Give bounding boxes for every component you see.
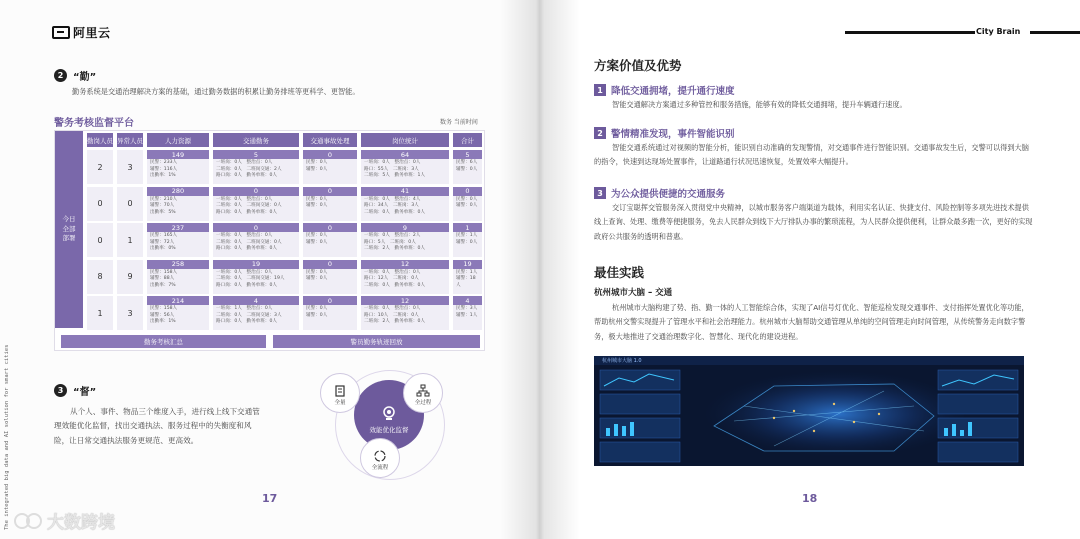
cell-detail-line: 出勤率：1% xyxy=(150,173,176,179)
watermark-text: 大数跨境 xyxy=(47,513,115,533)
cell-detail-line: 民警：0人 xyxy=(306,306,328,311)
cell-value: 258 xyxy=(147,260,209,269)
item-number: 1 xyxy=(594,84,606,96)
cell-detail-line: 二班岗：0人 二班岗交通：3人 xyxy=(216,312,282,318)
cell-detail-line: 二班岗：0人 二班岗交通：2人 xyxy=(216,166,282,172)
table-cell xyxy=(213,150,299,184)
cell-details xyxy=(453,305,482,320)
advantage-item-2-text: 智能交通系统通过对视频的智能分析，能识别自动准确的发现警情，对交通事件进行智能识别。交通事故发生后，交警可以得到大脑的指令，快速到达现场处置事件，让道路通行状况迅速恢复，处置效率大幅提升。 xyxy=(594,143,1029,167)
cell-value: 4 xyxy=(213,296,299,305)
item-title: 警情精准发现，事件智能识别 xyxy=(611,129,735,140)
table-cell xyxy=(303,260,357,294)
cell-detail-line: 路口：10人 二班岗：0人 xyxy=(364,312,419,318)
table-cell xyxy=(361,150,449,184)
table-cell xyxy=(303,150,357,184)
row-group-label-line: 今日 xyxy=(62,214,76,223)
cell-detail-line: 民警：6人 xyxy=(456,160,478,165)
cell-detail-line: 路口岗：0人 勤务单班：0人 xyxy=(216,282,277,288)
advantage-item-2-heading xyxy=(594,126,735,140)
page-number-right: 18 xyxy=(802,492,818,505)
table-cell xyxy=(213,223,299,257)
cell-detail-line: 辅警：18人 xyxy=(456,276,476,288)
cell-detail-line: 路口：34人 二班岗：3人 xyxy=(364,203,419,209)
track-playback-button[interactable]: 警员勤务轨迹回放 xyxy=(273,335,480,348)
cell-detail-line: 辅警：0人 xyxy=(306,312,328,318)
advantage-item-1-heading xyxy=(594,83,735,97)
city-brain-screenshot xyxy=(594,356,1024,466)
cell-value: 280 xyxy=(147,187,209,196)
cell-detail-line: 辅警：0人 xyxy=(306,203,328,209)
cell-detail-line: 路口岗：0人 勤务单班：0人 xyxy=(216,209,277,215)
cell-detail-line: 一班岗：0人 整治点：2人 xyxy=(364,233,421,238)
cell-detail-line: 二班岗：2人 勤务单班：0人 xyxy=(364,319,425,325)
table-cell xyxy=(147,150,209,184)
cell-value: 5 xyxy=(453,150,482,159)
cell-value: 12 xyxy=(361,296,449,305)
column-header: 岗位统计 xyxy=(361,133,449,147)
column-header: 异常人员 xyxy=(117,133,143,147)
cell-detail-line: 民警：233人 xyxy=(150,160,178,165)
dashboard-image xyxy=(594,356,1024,466)
cell-detail-line: 出勤率：1% xyxy=(150,319,176,325)
cell-details xyxy=(147,159,209,181)
cell-detail-line: 出勤率：0% xyxy=(150,246,176,252)
cell-value: 0 xyxy=(303,260,357,269)
cell-value: 12 xyxy=(361,260,449,269)
audit-table xyxy=(54,130,485,351)
cell-detail-line: 民警：0人 xyxy=(306,233,328,238)
cell-detail-line: 民警：158人 xyxy=(150,306,178,311)
circle-label: 全量 xyxy=(334,400,346,406)
cell-detail-line: 民警：0人 xyxy=(306,160,328,165)
table-cell: 1 xyxy=(117,223,143,257)
section-2-heading xyxy=(54,68,96,83)
screen-title: 杭州城市大脑 1.0 xyxy=(602,358,642,364)
cell-detail-line: 辅警：0人 xyxy=(456,203,478,209)
table-cell: 9 xyxy=(117,260,143,294)
cell-detail-line: 民警：0人 xyxy=(456,196,478,202)
row-group-label-line: 部署 xyxy=(62,234,76,243)
table-cell: 1 xyxy=(87,296,113,330)
cell-details xyxy=(361,305,449,327)
cell-detail-line: 民警：1人 xyxy=(456,233,478,238)
cell-detail-line: 一班岗：0人 整治点：0人 xyxy=(216,269,273,275)
cell-detail-line: 民警：0人 xyxy=(306,196,328,202)
cell-detail-line: 辅警：70人 xyxy=(150,203,175,209)
advantage-item-1-text: 智能交通解决方案通过多种管控和服务措施，能够有效的降低交通拥堵，提升车辆通行速度。 xyxy=(612,100,907,109)
item-number: 2 xyxy=(594,127,606,139)
cell-details xyxy=(361,159,449,181)
cell-value: 0 xyxy=(453,187,482,196)
cell-value: 0 xyxy=(213,223,299,232)
table-cell xyxy=(147,223,209,257)
cell-details xyxy=(361,269,449,291)
section-number: 3 xyxy=(54,384,67,397)
item-title: 为公众提供便捷的交通服务 xyxy=(611,189,726,200)
table-cell xyxy=(453,223,482,257)
cell-detail-line: 二班岗：0人 勤务单班：0人 xyxy=(364,209,425,215)
logo-text: 阿里云 xyxy=(73,26,111,40)
cell-detail-line: 辅警：1人 xyxy=(456,312,478,318)
cell-detail-line: 一班岗：0人 整治点：0人 xyxy=(364,269,421,275)
row-group-label-text xyxy=(63,215,76,244)
item-title: 降低交通拥堵，提升通行速度 xyxy=(611,86,735,97)
row-group-label-line: 全部 xyxy=(62,224,76,233)
side-caption: The integrated big data and AI solution for smart cities xyxy=(4,344,10,530)
cell-detail-line: 民警：0人 xyxy=(306,269,328,275)
cell-details xyxy=(453,232,482,247)
cell-detail-line: 二班岗：0人 二班岗交通：0人 xyxy=(216,239,282,245)
center-circle-label: 效能优化监督 xyxy=(369,426,409,434)
circle-label: 全过程 xyxy=(414,400,432,406)
circle-top-left xyxy=(320,373,360,413)
cycle-icon xyxy=(373,449,387,463)
section-3-text: 从个人、事件、物品三个维度入手，进行线上线下交通管理效能优化监督，找出交通执法、服务过程中的失衡度和风险，让日常交通执法服务更规范、更高效。 xyxy=(54,407,260,445)
table-cell: 2 xyxy=(87,150,113,184)
cell-detail-line: 路口岗：0人 勤务单班：0人 xyxy=(216,246,277,252)
table-cell xyxy=(147,296,209,330)
table-cell: 0 xyxy=(87,223,113,257)
item-number: 3 xyxy=(594,187,606,199)
cell-details xyxy=(453,196,482,211)
cell-details xyxy=(453,159,482,174)
cell-detail-line: 二班岗：0人 二班岗交通：19人 xyxy=(216,276,285,282)
cell-value: 9 xyxy=(361,223,449,232)
camera-icon xyxy=(381,405,397,421)
cell-detail-line: 二班岗：0人 二班岗交通：0人 xyxy=(216,203,282,209)
table-cell: 3 xyxy=(117,150,143,184)
page-number-left: 17 xyxy=(262,492,278,505)
section-title: “督” xyxy=(73,387,97,398)
circle-top-right xyxy=(403,373,443,413)
cell-detail-line: 一班岗：0人 整治点：0人 xyxy=(216,196,273,202)
table-cell xyxy=(213,296,299,330)
cell-detail-line: 辅警：56人 xyxy=(150,312,175,318)
cell-detail-line: 一班岗：0人 整治点：0人 xyxy=(364,160,421,165)
cell-value: 237 xyxy=(147,223,209,232)
table-cell xyxy=(361,296,449,330)
section-number: 2 xyxy=(54,69,67,82)
cell-value: 0 xyxy=(303,187,357,196)
cell-detail-line: 路口岗：0人 勤务单班：0人 xyxy=(216,173,277,179)
cell-detail-line: 路口岗：0人 勤务单班：0人 xyxy=(216,319,277,325)
advantage-item-3-heading xyxy=(594,186,725,200)
cell-value: 0 xyxy=(303,296,357,305)
cell-details xyxy=(147,196,209,218)
cell-details xyxy=(213,305,299,327)
table-cell: 3 xyxy=(117,296,143,330)
cell-details xyxy=(303,232,357,247)
circle-bottom xyxy=(360,438,400,478)
cell-details xyxy=(147,232,209,254)
cell-details xyxy=(213,232,299,254)
table-cell: 8 xyxy=(87,260,113,294)
table-cell xyxy=(213,187,299,221)
table-cell xyxy=(453,187,482,221)
cell-value: 19 xyxy=(453,260,482,269)
cell-value: 64 xyxy=(361,150,449,159)
column-header: 交通事故处理 xyxy=(303,133,357,147)
cell-details xyxy=(303,269,357,284)
supervision-diagram xyxy=(315,370,465,482)
cell-value: 5 xyxy=(213,150,299,159)
cell-detail-line: 民警：210人 xyxy=(150,196,178,202)
table-cell xyxy=(453,260,482,294)
cell-detail-line: 民警：3人 xyxy=(456,306,478,311)
column-header: 勤岗人员 xyxy=(87,133,113,147)
cell-detail-line: 辅警：0人 xyxy=(306,166,328,172)
cell-details xyxy=(303,159,357,174)
panel-note: 数务 当前时间 xyxy=(440,119,478,126)
table-cell xyxy=(361,187,449,221)
cell-details xyxy=(147,269,209,291)
cell-details xyxy=(147,305,209,327)
cell-details xyxy=(213,196,299,218)
cell-detail-line: 二班岗：5人 勤务单班：1人 xyxy=(364,173,425,179)
table-cell xyxy=(147,260,209,294)
table-cell xyxy=(303,296,357,330)
cell-detail-line: 辅警：0人 xyxy=(456,239,478,245)
cell-details xyxy=(213,269,299,291)
row-group-label xyxy=(55,131,83,328)
table-cell xyxy=(303,187,357,221)
cell-detail-line: 二班岗：0人 勤务单班：0人 xyxy=(364,282,425,288)
cell-detail-line: 一班岗：0人 整治点：0人 xyxy=(216,233,273,238)
watermark xyxy=(14,508,115,533)
cell-detail-line: 出勤率：7% xyxy=(150,282,176,288)
table-cell xyxy=(361,260,449,294)
section-2-text: 勤务系统是交通治理解决方案的基础，通过勤务数据的积累让勤务排班等更科学、更智能。 xyxy=(72,87,360,96)
aliyun-logo xyxy=(52,24,111,41)
cell-value: 0 xyxy=(303,223,357,232)
table-cell xyxy=(303,223,357,257)
header-rule-left xyxy=(845,31,975,34)
audit-summary-button[interactable]: 勤务考核汇总 xyxy=(61,335,266,348)
table-cell xyxy=(453,296,482,330)
document-icon xyxy=(333,384,347,398)
cell-value: 4 xyxy=(453,296,482,305)
aliyun-logo-icon xyxy=(52,26,70,39)
header-rule-right xyxy=(1030,31,1080,34)
cell-details xyxy=(213,159,299,181)
cell-value: 0 xyxy=(213,187,299,196)
cell-detail-line: 辅警：72人 xyxy=(150,239,175,245)
column-header: 合计 xyxy=(453,133,482,147)
case-subheading: 杭州城市大脑 – 交通 xyxy=(594,288,673,298)
cell-detail-line: 路口：12人 二班岗：0人 xyxy=(364,276,419,282)
cell-value: 214 xyxy=(147,296,209,305)
cell-detail-line: 民警：158人 xyxy=(150,269,178,275)
cell-detail-line: 一班岗：0人 整治点：0人 xyxy=(364,306,421,311)
cell-detail-line: 辅警：116人 xyxy=(150,166,178,172)
cell-details xyxy=(303,305,357,320)
cell-value: 0 xyxy=(303,150,357,159)
brand-title: City Brain xyxy=(976,27,1021,36)
watermark-logo-icon xyxy=(14,512,42,530)
cell-detail-line: 一班岗：0人 整治点：0人 xyxy=(216,160,273,165)
section-3-heading xyxy=(54,383,96,398)
cell-value: 19 xyxy=(213,260,299,269)
cell-detail-line: 路口：5人 二班岗：0人 xyxy=(364,239,416,245)
cell-value: 41 xyxy=(361,187,449,196)
advantage-item-3-text: 交订宝聪挥交管服务深入贯彻党中央精神，以城市服务客户端渠道为载体，利用实名认证、快捷支付、风险控制等多项先进技术提供线上查询、处理、缴费等便捷服务，免去人民群众到线下大厅排队办事的繁琐流程，为人民群众提供便利，让群众最多跑一次，更好的实现政府公共服务的透明和普惠。 xyxy=(594,203,1033,241)
cell-detail-line: 辅警：0人 xyxy=(456,166,478,172)
cell-detail-line: 辅警：0人 xyxy=(306,276,328,282)
cell-value: 149 xyxy=(147,150,209,159)
table-cell: 0 xyxy=(117,187,143,221)
practice-heading: 最佳实践 xyxy=(594,265,645,280)
table-cell xyxy=(453,150,482,184)
cell-detail-line: 辅警：0人 xyxy=(306,239,328,245)
table-cell xyxy=(361,223,449,257)
circle-label: 全流程 xyxy=(371,465,389,471)
column-header: 交通勤务 xyxy=(213,133,299,147)
table-cell xyxy=(147,187,209,221)
cell-detail-line: 民警：165人 xyxy=(150,233,178,238)
cell-detail-line: 一班岗：0人 整治点：4人 xyxy=(364,196,421,202)
cell-details xyxy=(303,196,357,211)
cell-detail-line: 出勤率：5% xyxy=(150,209,176,215)
cell-details xyxy=(453,269,482,291)
cell-details xyxy=(361,196,449,218)
table-cell: 0 xyxy=(87,187,113,221)
section-title: “勤” xyxy=(73,72,97,83)
table-cell xyxy=(213,260,299,294)
hierarchy-icon xyxy=(416,384,430,398)
cell-detail-line: 民警：1人 xyxy=(456,269,478,275)
cell-detail-line: 辅警：88人 xyxy=(150,276,175,282)
cell-detail-line: 一班岗：1人 整治点：0人 xyxy=(216,306,273,311)
value-heading: 方案价值及优势 xyxy=(594,58,682,73)
cell-detail-line: 路口：55人 二班岗：3人 xyxy=(364,166,419,172)
panel-title: 警务考核监督平台 xyxy=(54,118,134,129)
case-text: 杭州城市大脑构建了势、指、勤一体的人工智能综合体，实现了AI信号灯优化、智能巡检发现交通事件、支付指挥处置优化等功能，帮助杭州交警实现提升了管理水平和社会治理能力。杭州城市大脑帮助交通管理从单纯的空间管理走向时间管理，从传统警务走向数字警务，极大地推进了交通治理数字化、智慧化、现代化的建设进程。 xyxy=(594,303,1029,341)
cell-value: 1 xyxy=(453,223,482,232)
column-header: 人力资源 xyxy=(147,133,209,147)
cell-details xyxy=(361,232,449,254)
cell-detail-line: 二班岗：2人 勤务单班：0人 xyxy=(364,246,425,252)
